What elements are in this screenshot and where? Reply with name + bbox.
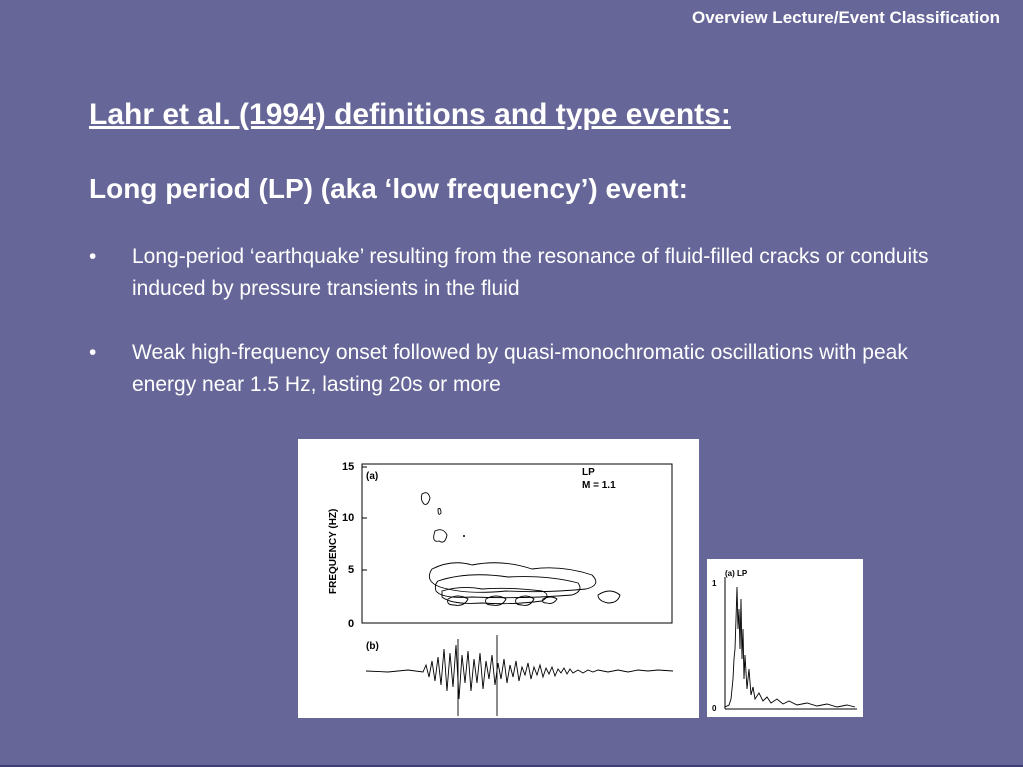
panel-b-label: (b): [366, 641, 379, 652]
bullet-item: [89, 241, 949, 305]
ytick-label: 15: [342, 461, 355, 473]
slide-title: Lahr et al. (1994) definitions and type events:: [89, 98, 731, 131]
panel-a-label: (a): [366, 471, 379, 482]
spectrogram-ylabel: FREQUENCY (HZ): [328, 508, 339, 594]
ytick-label: 0: [348, 618, 355, 630]
event-label: LP: [582, 467, 595, 478]
spectrum-trace: [725, 587, 855, 707]
spectrum-ytick-label: 0: [712, 704, 717, 713]
magnitude-label: M = 1.1: [582, 480, 616, 491]
spectrum-figure-image: [707, 559, 863, 717]
spectrogram-figure-image: [298, 439, 699, 718]
spectrogram-frame: [362, 464, 672, 623]
bullet-text: Long-period ‘earthquake’ resulting from the resonance of fluid-filled cracks or conduits induced by pressure transients in the fluid: [132, 245, 929, 300]
bullet-marker: •: [89, 245, 97, 268]
ytick-label: 10: [342, 512, 355, 524]
bullet-text: Weak high-frequency onset followed by quasi-monochromatic oscillations with peak energy near 1.5 Hz, lasting 20s or more: [132, 341, 908, 396]
spectrum-figure: [707, 559, 863, 717]
slide-subtitle: Long period (LP) (aka ‘low frequency’) event:: [89, 173, 688, 204]
spectrum-ytick-label: 1: [712, 579, 717, 588]
seismogram-trace: [366, 645, 673, 699]
bullet-marker: •: [89, 341, 97, 364]
bullet-item: [89, 337, 949, 401]
header-label: Overview Lecture/Event Classification: [691, 8, 1000, 27]
spectrogram-figure: [298, 439, 699, 718]
bullet-list: [89, 241, 949, 433]
ytick-label: 5: [348, 564, 355, 576]
spectrogram-contours: [421, 493, 620, 606]
spectrum-panel-label: (a) LP: [725, 569, 748, 578]
